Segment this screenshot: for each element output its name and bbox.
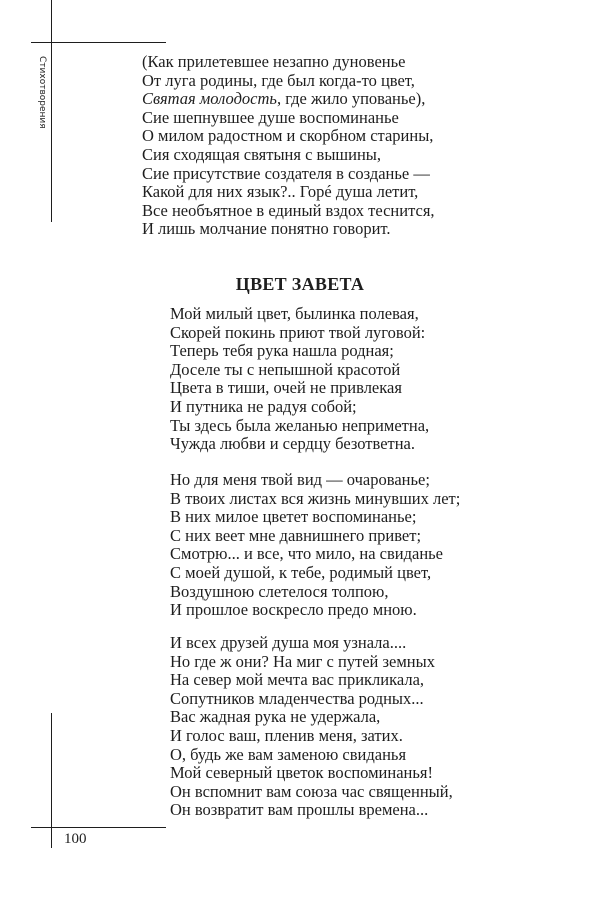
verse-line: (Как прилетевшее незапно дуновенье [142,52,406,71]
verse-line: Сие шепнувшее душе воспоминанье [142,107,399,127]
verse-line: От луга родины, где был когда-то цвет, [142,70,415,90]
page-number: 100 [64,831,87,847]
bottom-horizontal-rule [31,827,166,828]
verse-line-rest: , где жило упованье), [276,89,426,109]
verse-line: В твоих листах вся жизнь минувших лет; [170,488,461,508]
continued-poem [142,53,435,239]
verse-line: Ты здесь была желанью неприметна, [170,415,430,435]
stanza-1 [170,305,429,454]
verse-line [142,90,435,109]
verse-line: Цвета в тиши, очей не привлекая [170,378,402,398]
verse-line: На север мой мечта вас прикликала, [170,670,425,690]
verse-line: И лишь молчание понятно говорит. [142,219,391,239]
top-horizontal-rule [31,42,166,43]
verse-line: О, будь же вам заменою свиданья [170,744,407,764]
verse-line: Он возвратит вам прошлы времена... [170,800,429,820]
verse-line: Но где ж они? На миг с путей земных [170,651,435,671]
verse-line: Чужда любви и сердцу безответна. [170,434,416,454]
verse-line: Какой для них язык?.. Горé душа летит, [142,182,419,202]
running-head: Стихотворения [37,56,47,129]
verse-line: Все необъятное в единый вздох теснится, [142,200,435,220]
verse-line: Смотрю... и все, что мило, на свиданье [170,544,444,564]
verse-line: Он вспомнит вам союза час священный, [170,781,453,801]
verse-line: И прошлое воскресло предо мною. [170,600,417,620]
verse-line: Сие присутствие создателя в созданье — [142,163,430,183]
verse-line: Мой северный цветок воспоминанья! [170,763,433,783]
poem-title: ЦВЕТ ЗАВЕТА [235,274,365,294]
verse-line: И всех друзей душа моя узнала.... [170,633,407,652]
verse-line: Теперь тебя рука нашла родная; [170,341,394,361]
verse-line: Доселе ты с непышной красотой [170,359,401,379]
verse-line: С них веет мне давнишнего привет; [170,525,422,545]
verse-line: Но для меня твой вид — очарованье; [170,470,430,489]
stanza-3 [170,634,453,820]
verse-line: И путника не радуя собой; [170,396,357,416]
verse-line: Мой милый цвет, былинка полевая, [170,304,419,323]
verse-line: В них милое цветет воспоминанье; [170,507,417,527]
verse-line: Вас жадная рука не удержала, [170,707,381,727]
verse-line: С моей душой, к тебе, родимый цвет, [170,562,432,582]
verse-line: Воздушною слетелося толпою, [170,581,389,601]
stanza-2 [170,471,460,620]
top-vertical-rule [51,0,52,222]
verse-line: Сопутников младенчества родных... [170,688,424,708]
verse-line: О милом радостном и скорбном старины, [142,126,434,146]
italic-phrase: Святая молодость [142,89,277,109]
verse-line: И голос ваш, пленив меня, затих. [170,725,403,745]
verse-line: Скорей покинь приют твой луговой: [170,322,426,342]
verse-line: Сия сходящая святыня с вышины, [142,144,382,164]
